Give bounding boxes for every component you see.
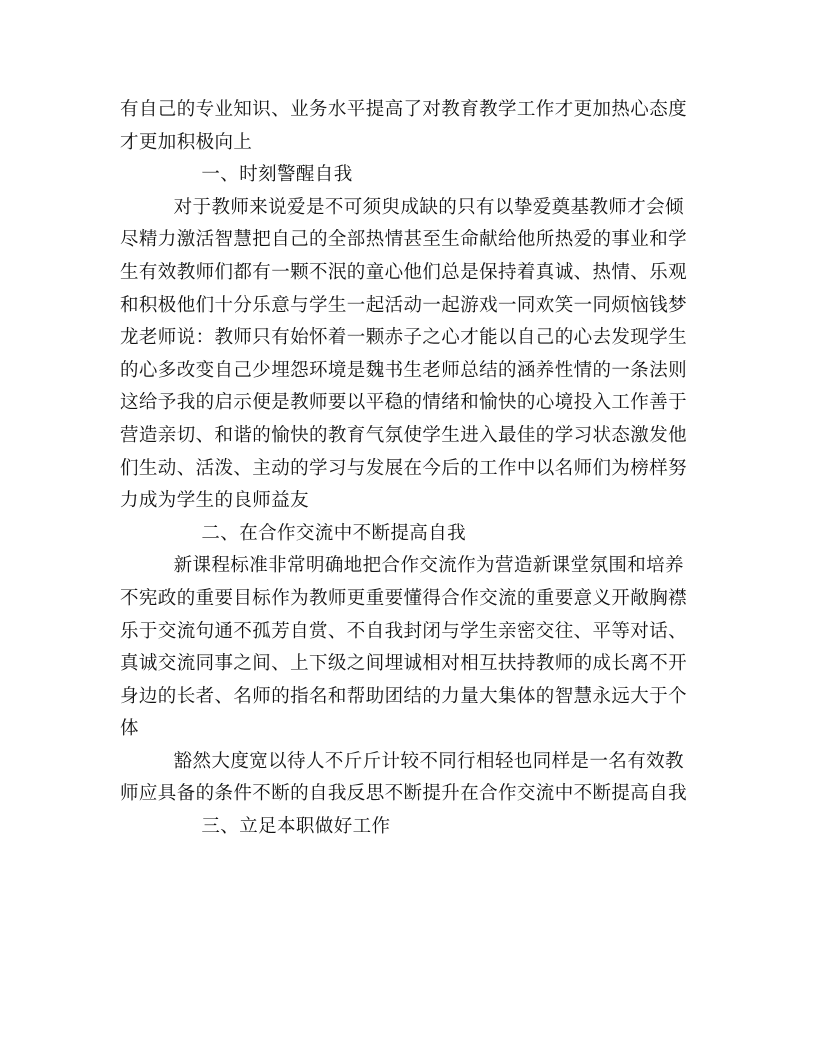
- paragraph-section-2b: 豁然大度宽以待人不斤斤计较不同行相轻也同样是一名有效教师应具备的条件不断的自我反思不断提升在合作交流中不断提高自我: [120, 750, 688, 805]
- paragraph-section-1: 对于教师来说爱是不可须臾成缺的只有以挚爱奠基教师才会倾尽精力激活智慧把自己的全部热情甚至生命献给他所热爱的事业和学生有效教师们都有一颗不泯的童心他们总是保持着真诚、热情、乐观和积极他们十分乐意与学生一起活动一起游戏一同欢笑一同烦恼钱梦龙老师说：教师只有始怀着一颗赤子之心才能以自己的心去发现学生的心多改变自己少埋怨环境是魏书生老师总结的涵养性情的一条法则这给予我的启示便是教师要以平稳的情绪和愉快的心境投入工作善于营造亲切、和谐的愉快的教育气氛使学生进入最佳的学习状态激发他们生动、活泼、主动的学习与发展在今后的工作中以名师们为榜样努力成为学生的良师益友: [120, 196, 688, 512]
- paragraph-section-2a: 新课程标准非常明确地把合作交流作为营造新课堂氛围和培养不宪政的重要目标作为教师更重要懂得合作交流的重要意义开敞胸襟乐于交流句通不孤芳自赏、不自我封闭与学生亲密交往、平等对话、真诚交流同事之间、上下级之间埋诚相对相互扶持教师的成长离不开身边的长者、名师的指名和帮助团结的力量大集体的智慧永远大于个体: [120, 555, 688, 740]
- section-heading-3: 三、立足本职做好工作: [201, 816, 391, 838]
- document-body: [120, 94, 700, 844]
- section-heading-2: 二、在合作交流中不断提高自我: [201, 522, 466, 544]
- paragraph-intro: 有自己的专业知识、业务水平提高了对教育教学工作才更加热心态度才更加积极向上: [120, 99, 688, 153]
- section-heading-1: 一、时刻警醒自我: [201, 164, 353, 186]
